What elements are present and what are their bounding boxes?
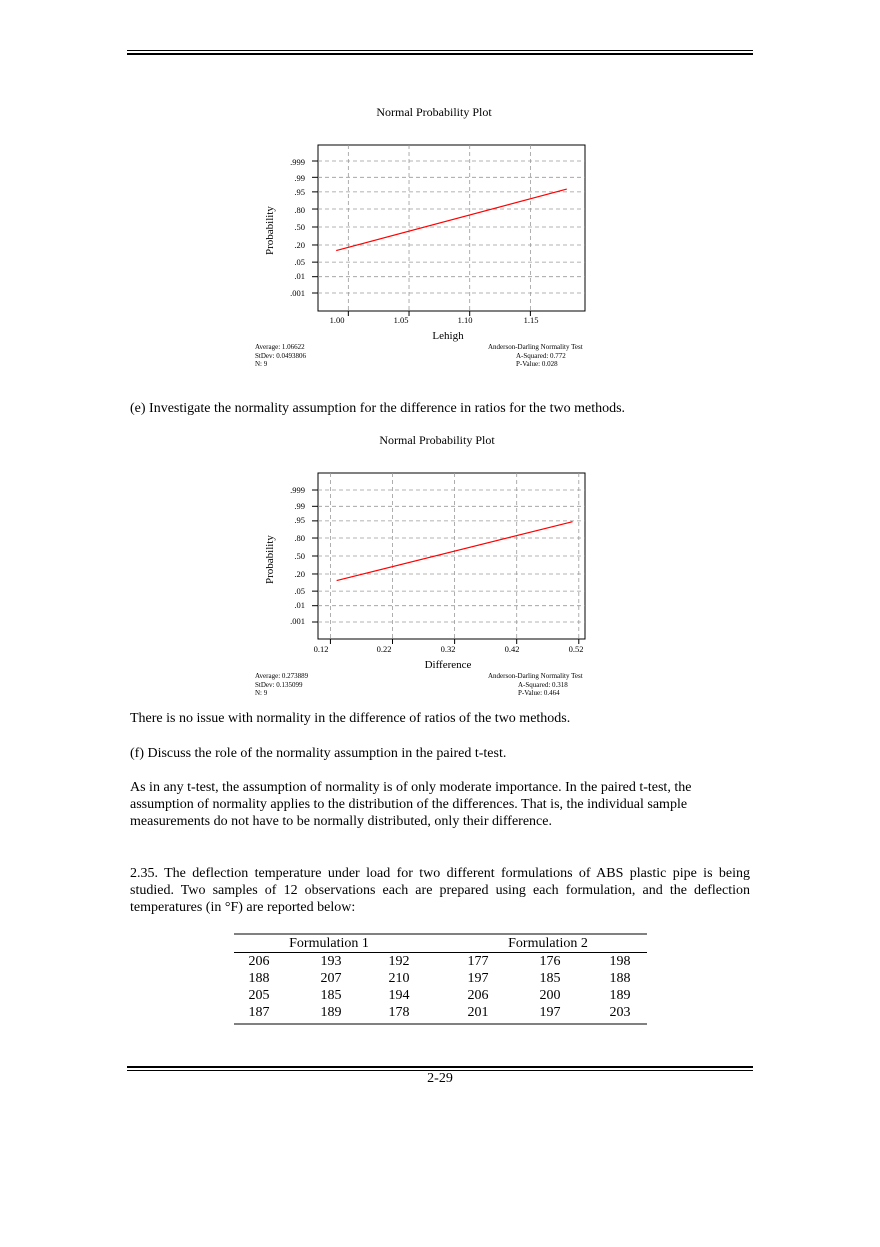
table-cell: 178 <box>388 1005 410 1020</box>
y-tick-label: .001 <box>290 288 305 298</box>
y-tick-label: .99 <box>294 501 305 511</box>
table-cell: 185 <box>320 988 342 1003</box>
stat-average: Average: 1.06622 <box>255 343 305 351</box>
stats-left <box>255 672 308 698</box>
plot-title: Normal Probability Plot <box>379 433 495 447</box>
table-cell: 192 <box>388 954 410 969</box>
y-tick-label: .20 <box>294 240 305 250</box>
y-tick-label: .01 <box>294 271 305 281</box>
y-tick-label: .99 <box>294 173 305 183</box>
y-tick-label: .50 <box>294 551 305 561</box>
x-tick-label: 1.10 <box>457 315 473 325</box>
table-row <box>234 1005 647 1022</box>
table-cell: 188 <box>609 971 631 986</box>
stat-stdev: StDev: 0.135099 <box>255 680 303 689</box>
conclusion-e: There is no issue with normality in the difference of ratios of the two methods. <box>130 711 571 726</box>
header-formulation-2: Formulation 2 <box>508 936 588 951</box>
table-cell: 205 <box>248 988 270 1003</box>
table-bottom-rule <box>234 1023 647 1025</box>
y-tick-label: .95 <box>294 187 305 197</box>
y-tick-label: .001 <box>290 616 305 626</box>
table-cell: 210 <box>388 971 410 986</box>
y-tick-label: .20 <box>294 569 305 579</box>
y-tick-label: .50 <box>294 222 305 232</box>
table-row <box>234 988 647 1005</box>
table-top-rule <box>234 933 647 935</box>
table-cell: 203 <box>609 1005 631 1020</box>
x-tick-label: 1.00 <box>329 315 345 325</box>
y-axis-label: Probability <box>264 535 276 584</box>
stats-right <box>488 672 583 698</box>
table-cell: 185 <box>539 971 561 986</box>
problem-2-35: 2.35. The deflection temperature under load for two different formulations of ABS plastic pipe is being studied. Two samples of 12 observations each are prepared using each formulation, and the deflection temperatures (in °F) are reported below: <box>130 866 750 915</box>
stat-test-name: Anderson-Darling Normality Test <box>488 672 583 680</box>
header-formulation-1: Formulation 1 <box>289 936 369 951</box>
table-cell: 177 <box>467 954 489 969</box>
section-f-question: (f) Discuss the role of the normality assumption in the paired t-test. <box>130 746 507 761</box>
stat-average: Average: 0.273889 <box>255 672 309 680</box>
plot-title: Normal Probability Plot <box>376 105 492 119</box>
y-axis-label: Probability <box>264 206 276 255</box>
stat-a-squared: A-Squared: 0.772 <box>516 351 566 360</box>
fit-line <box>336 189 567 250</box>
table-cell: 176 <box>539 954 561 969</box>
table-cell: 206 <box>248 954 270 969</box>
table-header-rule <box>234 952 647 953</box>
y-tick-label: .80 <box>294 533 305 543</box>
stats-right <box>488 343 583 369</box>
y-tick-label: .999 <box>290 157 305 167</box>
x-tick-label: 0.12 <box>313 644 329 654</box>
stat-a-squared: A-Squared: 0.318 <box>518 680 568 689</box>
x-axis-label: Lehigh <box>432 330 464 342</box>
footer-rule-thick <box>127 1066 753 1068</box>
table-cell: 187 <box>248 1005 270 1020</box>
table-cell: 189 <box>320 1005 342 1020</box>
normal-probability-plot-difference <box>0 433 880 703</box>
x-tick-label: 0.22 <box>376 644 392 654</box>
stat-p-value: P-Value: 0.028 <box>516 360 558 368</box>
x-tick-label: 1.05 <box>393 315 409 325</box>
y-tick-label: .80 <box>294 205 305 215</box>
table-cell: 188 <box>248 971 270 986</box>
table-cell: 200 <box>539 988 561 1003</box>
table-cell: 206 <box>467 988 489 1003</box>
x-tick-label: 1.15 <box>523 315 539 325</box>
y-tick-label: .05 <box>294 257 305 267</box>
x-tick-label: 0.32 <box>440 644 456 654</box>
table-cell: 197 <box>539 1005 561 1020</box>
stat-n: N: 9 <box>255 689 268 697</box>
section-e-question: (e) Investigate the normality assumption for the difference in ratios for the two methods. <box>130 401 626 416</box>
y-tick-label: .05 <box>294 586 305 596</box>
normal-probability-plot-lehigh <box>0 105 880 375</box>
answer-f: As in any t-test, the assumption of normality is of only moderate importance. In the paired t-test, the assumption of normality applies to the distribution of the differences. That is, the individual sample measurements do not have to be normally distributed, only their difference. <box>130 780 692 829</box>
stat-stdev: StDev: 0.0493806 <box>255 351 306 360</box>
x-axis-label: Difference <box>424 659 472 671</box>
table-cell: 194 <box>388 988 410 1003</box>
x-tick-label: 0.52 <box>568 644 584 654</box>
y-tick-label: .95 <box>294 515 305 525</box>
plot-frame <box>318 145 585 311</box>
x-tick-label: 0.42 <box>504 644 520 654</box>
y-tick-label: .999 <box>290 485 305 495</box>
table-cell: 207 <box>320 971 342 986</box>
y-tick-label: .01 <box>294 600 305 610</box>
stats-left <box>255 343 306 369</box>
table-cell: 193 <box>320 954 342 969</box>
stat-test-name: Anderson-Darling Normality Test <box>488 343 583 351</box>
stat-p-value: P-Value: 0.464 <box>518 689 560 697</box>
table-cell: 198 <box>609 954 631 969</box>
table-cell: 197 <box>467 971 489 986</box>
table-row <box>234 971 647 988</box>
page-number: 2-29 <box>427 1071 453 1086</box>
header-rule-thick <box>127 53 753 55</box>
table-cell: 189 <box>609 988 631 1003</box>
header-rule <box>127 50 753 51</box>
stat-n: N: 9 <box>255 360 268 368</box>
table-row <box>234 954 647 971</box>
table-cell: 201 <box>467 1005 489 1020</box>
